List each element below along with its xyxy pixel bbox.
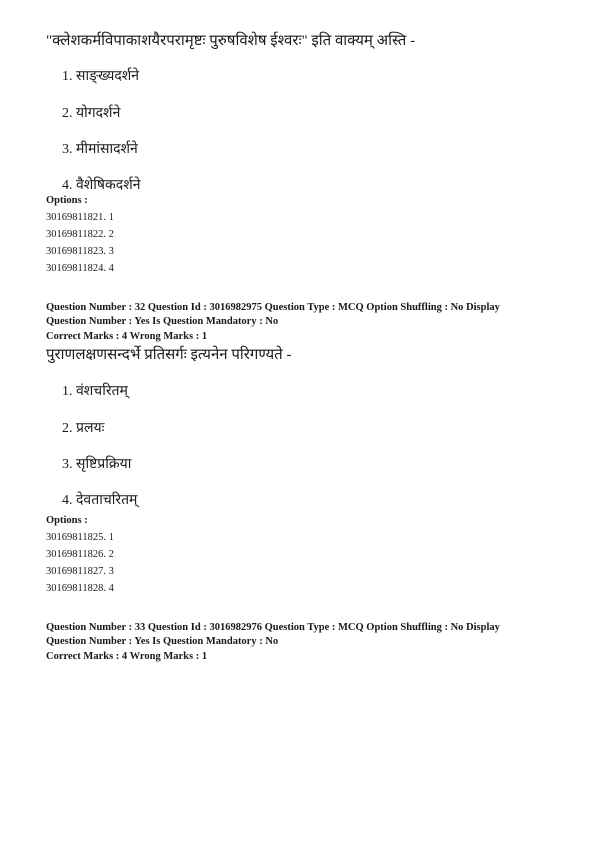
question-31-choice-4: 4. वैशेषिकदर्शने [62,178,141,193]
question-32-meta-line-1: Question Number : 32 Question Id : 3016982975 Question Type : MCQ Option Shuffling : No Display [46,302,500,313]
question-32-text: पुराणलक्षणसन्दर्भे प्रतिसर्गः इत्यनेन परिगण्यते - [46,347,292,363]
question-31-choice-1: 1. साङ्ख्यदर्शने [62,69,140,84]
question-32-options-label: Options : [46,515,88,526]
question-31-options-label: Options : [46,195,88,206]
question-31-choice-2: 2. योगदर्शने [62,106,121,121]
question-33-meta-line-1: Question Number : 33 Question Id : 3016982976 Question Type : MCQ Option Shuffling : No Display [46,622,500,633]
question-33-meta-line-3: Correct Marks : 4 Wrong Marks : 1 [46,651,208,662]
question-31-option-id-4: 30169811824. 4 [46,263,114,274]
question-32-choice-1: 1. वंशचरितम् [62,384,128,399]
question-33-meta-line-2: Question Number : Yes Is Question Mandatory : No [46,636,279,647]
question-32-option-id-4: 30169811828. 4 [46,583,114,594]
question-31-option-id-3: 30169811823. 3 [46,246,114,257]
question-32-option-id-3: 30169811827. 3 [46,566,114,577]
question-32-meta-line-2: Question Number : Yes Is Question Mandatory : No [46,316,279,327]
question-32-choice-2: 2. प्रलयः [62,421,105,436]
question-32-choice-3: 3. सृष्टिप्रक्रिया [62,457,132,472]
question-32-choice-4: 4. देवताचरितम् [62,493,138,508]
question-32-option-id-2: 30169811826. 2 [46,549,114,560]
question-32-option-id-1: 30169811825. 1 [46,532,114,543]
question-31-text: "क्लेशकर्मविपाकाशयैरपरामृष्टः पुरुषविशेष ईश्वरः" इति वाक्यम् अस्ति - [46,33,416,49]
question-32-meta-line-3: Correct Marks : 4 Wrong Marks : 1 [46,331,208,342]
question-31-option-id-1: 30169811821. 1 [46,212,114,223]
question-31-option-id-2: 30169811822. 2 [46,229,114,240]
question-31-choice-3: 3. मीमांसादर्शने [62,142,138,157]
